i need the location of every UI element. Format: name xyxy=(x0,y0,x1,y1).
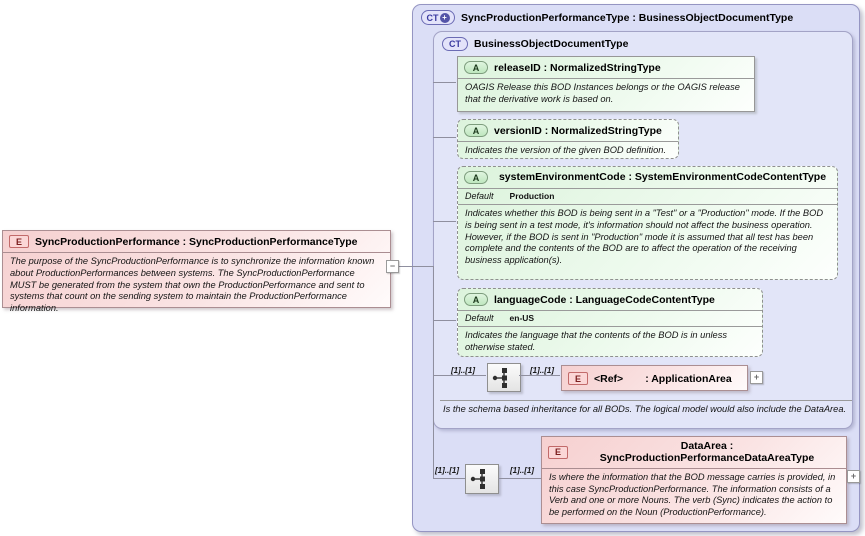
attribute-title: systemEnvironmentCode : SystemEnvironmentCodeContentType xyxy=(498,171,827,184)
dataarea-title: DataArea : SyncProductionPerformanceDataAreaType xyxy=(599,440,815,465)
attribute-icon: A xyxy=(464,61,488,74)
base-type-title: BusinessObjectDocumentType xyxy=(474,37,629,50)
default-value: Production xyxy=(509,191,555,201)
attribute-title: versionID : NormalizedStringType xyxy=(494,124,662,137)
complextype-plus-icon: CT + xyxy=(421,10,455,25)
attribute-description: Indicates the language that the contents of the BOD is in unless otherwise stated. xyxy=(458,326,762,358)
outer-type-title: SyncProductionPerformanceType : BusinessObjectDocumentType xyxy=(461,11,794,24)
expand-button[interactable]: + xyxy=(750,371,763,384)
attribute-description: Indicates whether this BOD is being sent in a "Test" or a "Production" mode. If the BOD is being sent in a test mode, it's information should not affect the business operation. However, if the BOD is sent in "Production" mode it is assumed that all test has been complete and the contents of the BOD are to affect the operation of the receiving business application(s). xyxy=(458,204,837,271)
cardinality-label: [1]..[1] xyxy=(530,366,554,375)
cardinality-label: [1]..[1] xyxy=(435,466,459,475)
element-icon: E xyxy=(548,446,568,459)
element-icon: E xyxy=(9,235,29,248)
cardinality-label: [1]..[1] xyxy=(510,466,534,475)
base-type-footnote: Is the schema based inheritance for all BODs. The logical model would also include the DataArea. xyxy=(440,400,852,416)
complextype-icon: CT xyxy=(442,37,468,51)
attribute-icon: A xyxy=(464,293,488,306)
element-header xyxy=(3,231,390,252)
dataarea-description: Is where the information that the BOD message carries is provided, in this case SyncProductionPerformance. The information consists of a Verb and one or more Nouns. The verb (Sync) indicates the action to be performed on the Noun (ProductionPerformance). xyxy=(542,468,846,523)
default-label: Default xyxy=(465,313,494,323)
cardinality-label: [1]..[1] xyxy=(451,366,475,375)
root-element-title: SyncProductionPerformance : SyncProductionPerformanceType xyxy=(35,235,358,248)
attribute-description: OAGIS Release this BOD Instances belongs or the OAGIS release that the derivative work is based on. xyxy=(458,78,754,110)
default-value: en-US xyxy=(509,313,535,323)
plus-circle-icon: + xyxy=(440,13,450,23)
default-label: Default xyxy=(465,191,494,201)
element-icon: E xyxy=(568,372,588,385)
attribute-title: releaseID : NormalizedStringType xyxy=(494,61,661,74)
ref-type: : ApplicationArea xyxy=(645,372,732,385)
attribute-icon: A xyxy=(464,171,488,184)
attribute-description: Indicates the version of the given BOD definition. xyxy=(458,141,678,161)
collapse-button[interactable]: − xyxy=(386,260,399,273)
element-syncproductionperformance[interactable] xyxy=(2,230,391,314)
attribute-icon: A xyxy=(464,124,488,137)
attribute-title: languageCode : LanguageCodeContentType xyxy=(494,293,715,306)
root-element-description: The purpose of the SyncProductionPerformance is to synchronize the information known about ProductionPerformances between systems. The SyncProductionPerformance MUST be generated from the system that own the ProductionPerformance and sent to systems that count on the sending system to maintain the ProductionPerformance information. xyxy=(3,252,390,319)
ref-name: <Ref> xyxy=(594,372,624,385)
expand-button[interactable]: + xyxy=(847,470,860,483)
